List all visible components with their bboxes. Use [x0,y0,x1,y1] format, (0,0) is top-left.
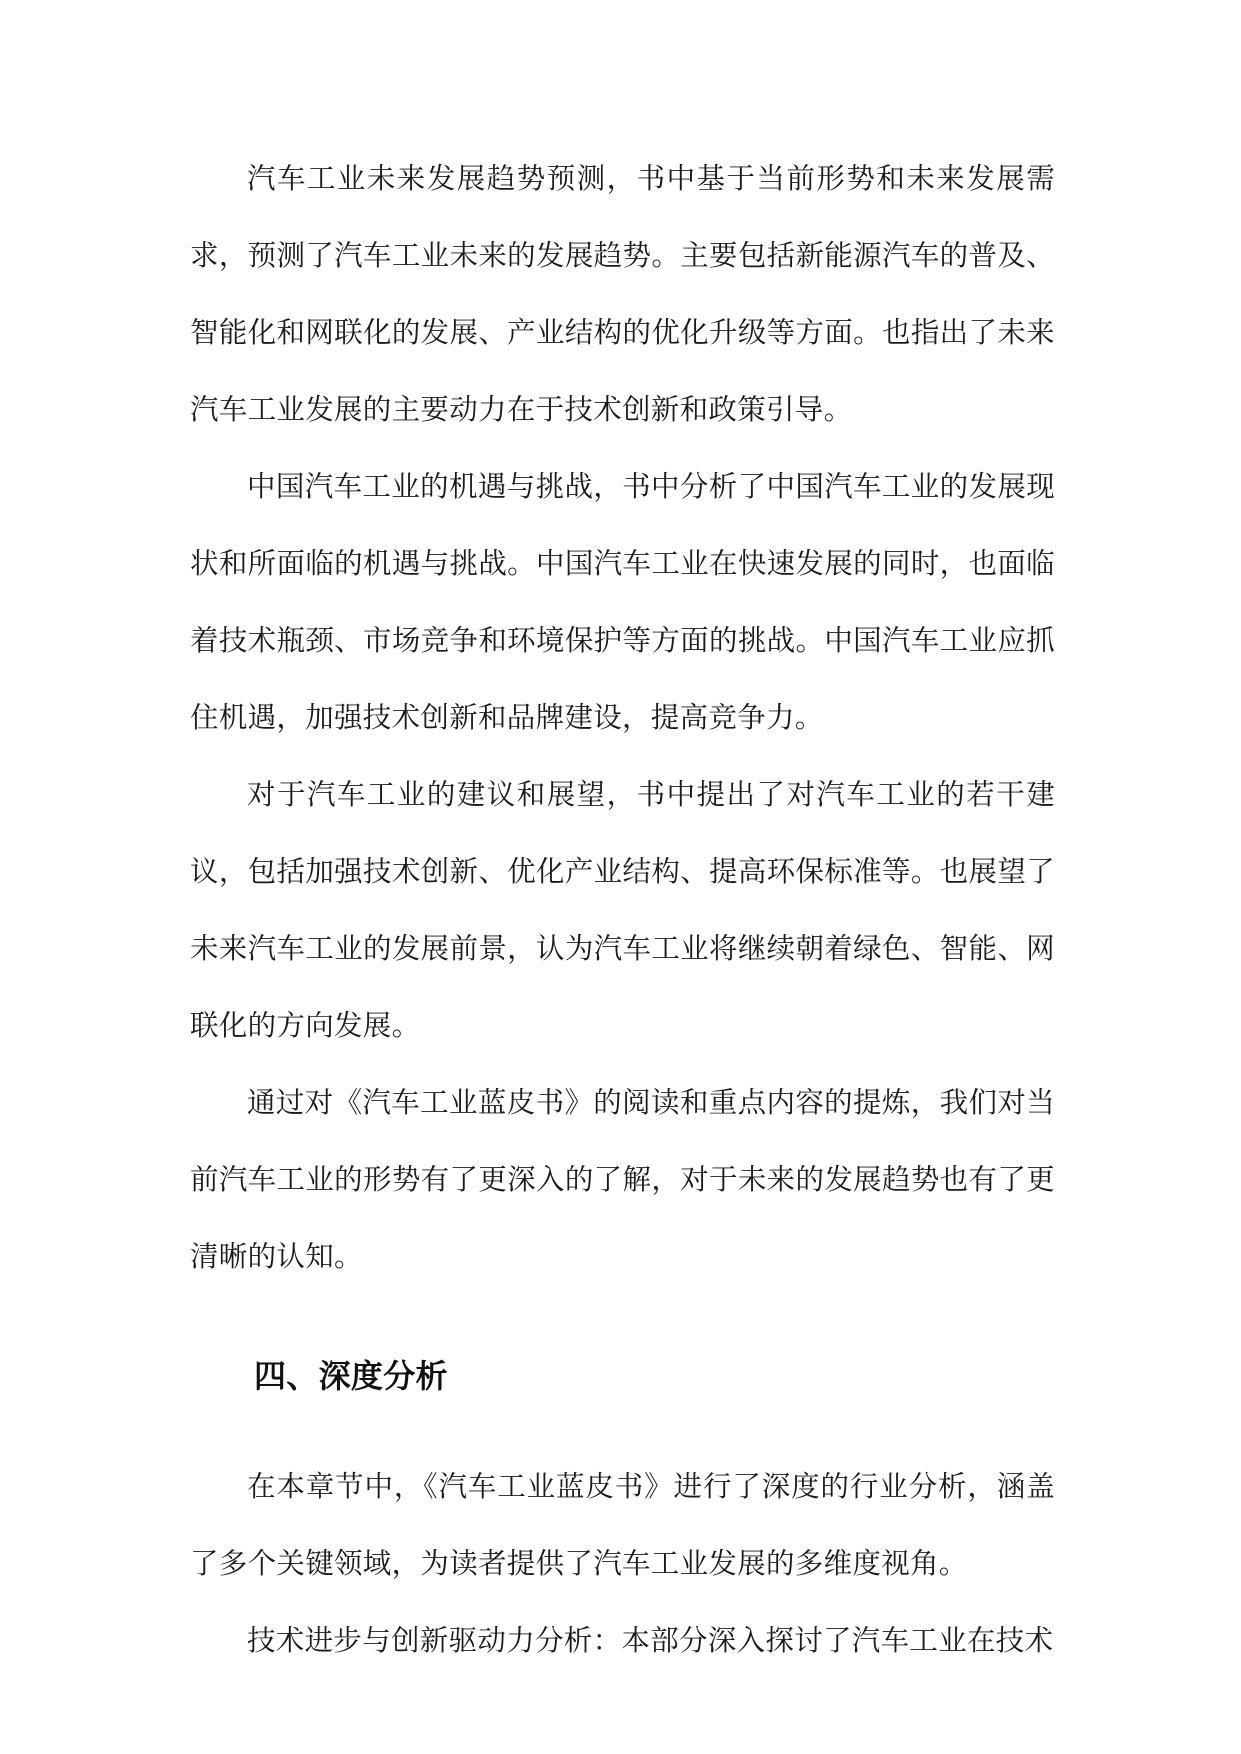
paragraph-future-trends: 汽车工业未来发展趋势预测，书中基于当前形势和未来发展需求，预测了汽车工业未来的发展趋势。主要包括新能源汽车的普及、智能化和网联化的发展、产业结构的优化升级等方面。也指出了未来汽车工业发展的主要动力在于技术创新和政策引导。 [190,162,1055,426]
paragraph-tech-progress: 技术进步与创新驱动力分析：本部分深入探讨了汽车工业在技术 [247,1624,1054,1657]
section-heading: 四、深度分析 [254,1357,448,1395]
document-body [190,140,1055,1679]
paragraph-china-opportunities: 中国汽车工业的机遇与挑战，书中分析了中国汽车工业的发展现状和所面临的机遇与挑战。中国汽车工业在快速发展的同时，也面临着技术瓶颈、市场竞争和环境保护等方面的挑战。中国汽车工业应抓住机遇，加强技术创新和品牌建设，提高竞争力。 [190,470,1055,734]
paragraph-summary: 通过对《汽车工业蓝皮书》的阅读和重点内容的提炼，我们对当前汽车工业的形势有了更深入的了解，对于未来的发展趋势也有了更清晰的认知。 [190,1086,1055,1273]
paragraph-suggestions-outlook: 对于汽车工业的建议和展望，书中提出了对汽车工业的若干建议，包括加强技术创新、优化产业结构、提高环保标准等。也展望了未来汽车工业的发展前景，认为汽车工业将继续朝着绿色、智能、网联化的方向发展。 [190,778,1055,1042]
paragraph-chapter-intro: 在本章节中，《汽车工业蓝皮书》进行了深度的行业分析，涵盖了多个关键领域，为读者提供了汽车工业发展的多维度视角。 [190,1470,1055,1580]
